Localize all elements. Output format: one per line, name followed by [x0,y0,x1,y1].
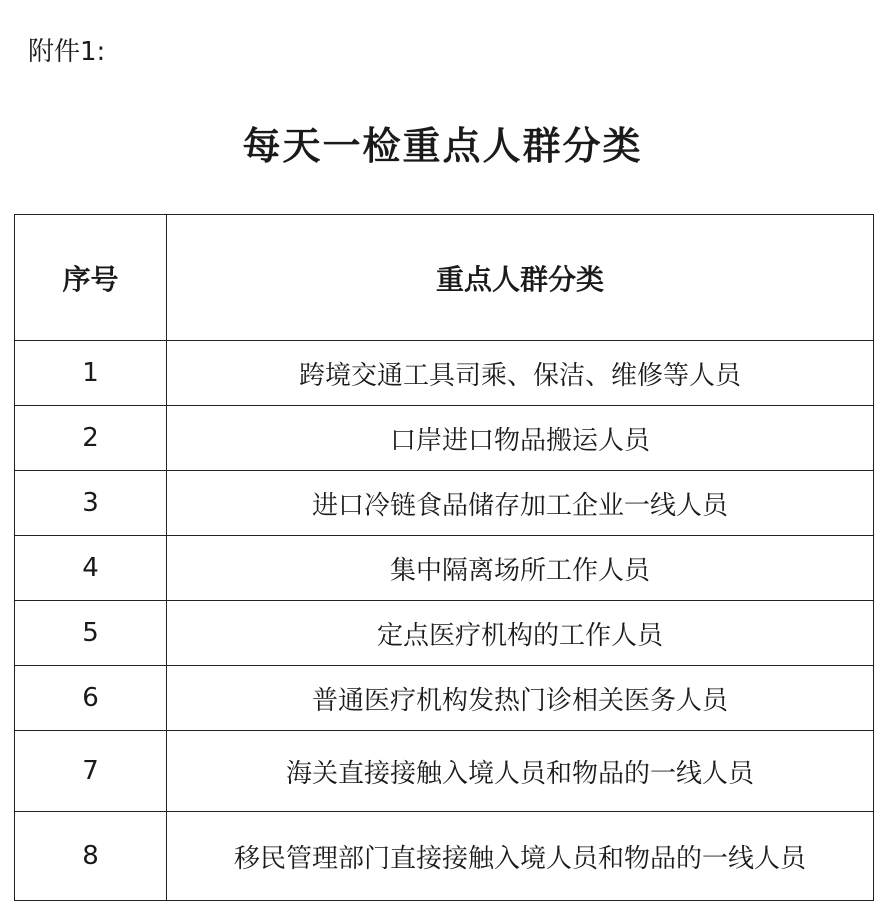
table-row [15,731,874,812]
row-category: 定点医疗机构的工作人员 [167,601,874,666]
row-number: 3 [15,471,167,536]
row-category: 跨境交通工具司乘、保洁、维修等人员 [167,341,874,406]
table-row [15,341,874,406]
table-row [15,406,874,471]
header-category: 重点人群分类 [167,215,874,341]
row-category: 海关直接接触入境人员和物品的一线人员 [167,731,874,812]
table-row [15,601,874,666]
attachment-label: 附件1: [28,37,106,67]
row-number: 7 [15,731,167,812]
table-row [15,536,874,601]
header-serial-number: 序号 [15,215,167,341]
table-row [15,812,874,901]
key-groups-table [14,214,874,901]
row-number: 8 [15,812,167,901]
row-number: 5 [15,601,167,666]
row-category: 口岸进口物品搬运人员 [167,406,874,471]
table-row [15,471,874,536]
table-row [15,666,874,731]
row-category: 普通医疗机构发热门诊相关医务人员 [167,666,874,731]
row-number: 4 [15,536,167,601]
document-title: 每天一检重点人群分类 [242,124,643,168]
row-category: 集中隔离场所工作人员 [167,536,874,601]
row-number: 6 [15,666,167,731]
row-number: 1 [15,341,167,406]
row-category: 进口冷链食品储存加工企业一线人员 [167,471,874,536]
table-header-row [15,215,874,341]
row-number: 2 [15,406,167,471]
row-category: 移民管理部门直接接触入境人员和物品的一线人员 [167,812,874,901]
